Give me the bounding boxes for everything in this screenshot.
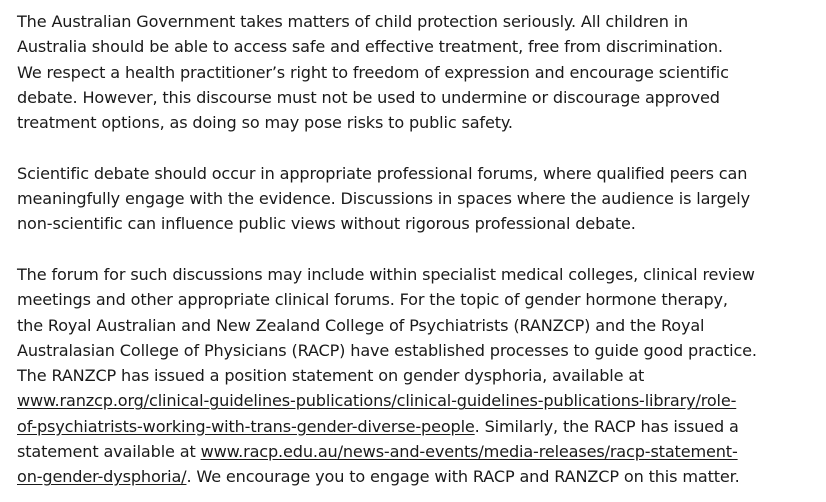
text-line: Australasian College of Physicians (RACP) have established processes to guide good practice. xyxy=(17,340,757,360)
paragraph-forums xyxy=(17,262,817,490)
text-segment: . We encourage you to engage with RACP and RANZCP on this matter. xyxy=(186,467,740,487)
racp-link[interactable]: www.racp.edu.au/news-and-events/media-releases/racp-statement- xyxy=(200,442,738,462)
text-line: non-scientific can influence public views without rigorous professional debate. xyxy=(17,214,636,234)
text-line: treatment options, as doing so may pose risks to public safety. xyxy=(17,113,513,133)
text-line: meaningfully engage with the evidence. Discussions in spaces where the audience is largely xyxy=(17,189,750,209)
racp-link-continued[interactable]: on-gender-dysphoria/ xyxy=(17,467,187,487)
text-line: The Australian Government takes matters of child protection seriously. All children in xyxy=(17,12,689,31)
text-line: The RANZCP has issued a position statement on gender dysphoria, available at xyxy=(17,366,645,386)
text-line xyxy=(17,388,817,413)
text-segment: statement available at xyxy=(17,442,201,462)
paragraph-child-protection xyxy=(17,9,817,135)
paragraph-scientific-debate xyxy=(17,161,817,237)
text-line xyxy=(17,464,817,489)
ranzcp-link-continued[interactable]: of-psychiatrists-working-with-trans-gender-diverse-people xyxy=(17,416,475,436)
text-line: We respect a health practitioner’s right to freedom of expression and encourage scientific xyxy=(17,62,729,82)
ranzcp-link[interactable]: www.ranzcp.org/clinical-guidelines-publications/clinical-guidelines-publications-library/role- xyxy=(17,391,737,411)
text-line: the Royal Australian and New Zealand College of Psychiatrists (RANZCP) and the Royal xyxy=(17,315,705,335)
text-line: meetings and other appropriate clinical forums. For the topic of gender hormone therapy, xyxy=(17,290,728,310)
text-segment: . Similarly, the RACP has issued a xyxy=(474,416,739,436)
text-line: Scientific debate should occur in appropriate professional forums, where qualified peers can xyxy=(17,163,748,183)
text-line: debate. However, this discourse must not be used to undermine or discourage approved xyxy=(17,87,720,107)
text-line: The forum for such discussions may include within specialist medical colleges, clinical review xyxy=(17,264,755,284)
text-line xyxy=(17,439,817,464)
text-line: Australia should be able to access safe and effective treatment, free from discrimination. xyxy=(17,37,723,57)
document-body xyxy=(17,9,817,490)
text-line xyxy=(17,414,817,439)
